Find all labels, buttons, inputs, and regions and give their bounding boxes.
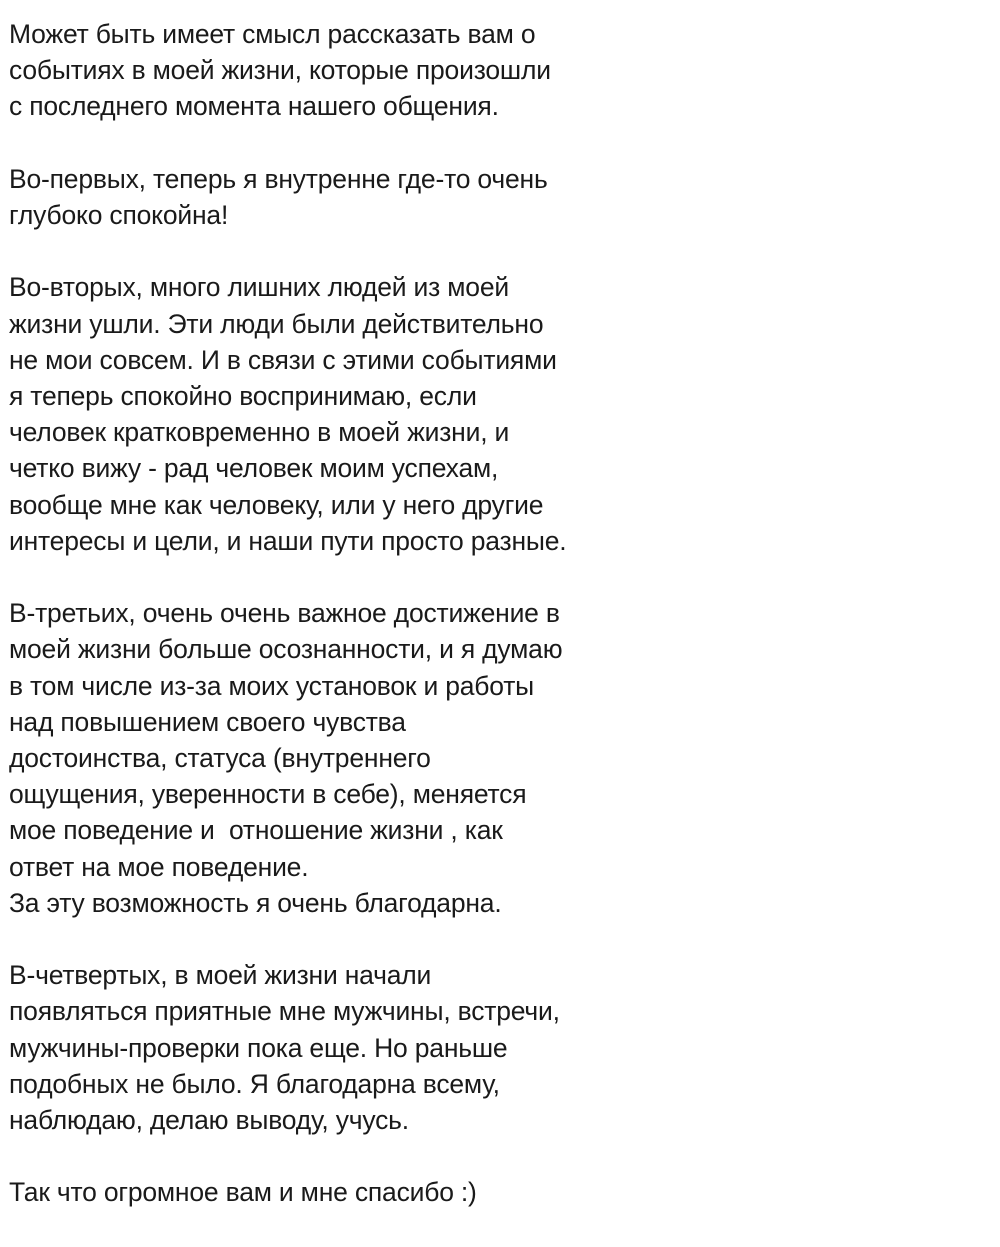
text-line: В-четвертых, в моей жизни начали <box>9 960 432 991</box>
text-line: с последнего момента нашего общения. <box>9 91 499 122</box>
text-line: подобных не было. Я благодарна всему, <box>9 1068 500 1099</box>
text-line: мое поведение и отношение жизни , как <box>9 815 503 846</box>
document-body <box>9 16 609 1247</box>
text-line: в том числе из-за моих установок и работы <box>9 670 535 701</box>
paragraph-third <box>9 595 609 921</box>
text-line: над повышением своего чувства <box>9 706 406 737</box>
text-line: вообще мне как человеку, или у него другие <box>9 489 544 520</box>
text-line: интересы и цели, и наши пути просто разные. <box>9 525 567 556</box>
text-line: моей жизни больше осознанности, и я думаю <box>9 634 563 665</box>
text-line: не мои совсем. И в связи с этими событиями <box>9 344 557 375</box>
text-line: глубоко спокойна! <box>9 200 229 230</box>
text-line: В-третьих, очень очень важное достижение в <box>9 598 560 629</box>
text-line: человек кратковременно в моей жизни, и <box>9 417 510 448</box>
paragraph-first <box>9 161 609 233</box>
text-line: Во-вторых, много лишних людей из моей <box>9 272 509 303</box>
text-line: появляться приятные мне мужчины, встречи, <box>9 996 560 1027</box>
paragraph-closing <box>9 1174 609 1210</box>
text-line: За эту возможность я очень благодарна. <box>9 887 502 918</box>
text-line: ощущения, уверенности в себе), меняется <box>9 779 527 810</box>
text-line: Может быть имеет смысл рассказать вам о <box>9 19 536 49</box>
paragraph-intro <box>9 16 609 125</box>
text-line: мужчины-проверки пока еще. Но раньше <box>9 1032 508 1063</box>
text-line: событиях в моей жизни, которые произошли <box>9 55 551 86</box>
text-line: Так что огромное вам и мне спасибо :) <box>9 1177 477 1208</box>
text-line: достоинства, статуса (внутреннего <box>9 743 431 774</box>
text-line: ответ на мое поведение. <box>9 851 309 882</box>
text-line: Во-первых, теперь я внутренне где-то очень <box>9 163 548 194</box>
text-line: я теперь спокойно воспринимаю, если <box>9 381 477 411</box>
text-line: жизни ушли. Эти люди были действительно <box>9 308 544 339</box>
paragraph-fourth <box>9 957 609 1138</box>
paragraph-second <box>9 269 609 559</box>
text-line: наблюдаю, делаю выводу, учусь. <box>9 1105 409 1136</box>
text-line: четко вижу - рад человек моим успехам, <box>9 453 499 484</box>
